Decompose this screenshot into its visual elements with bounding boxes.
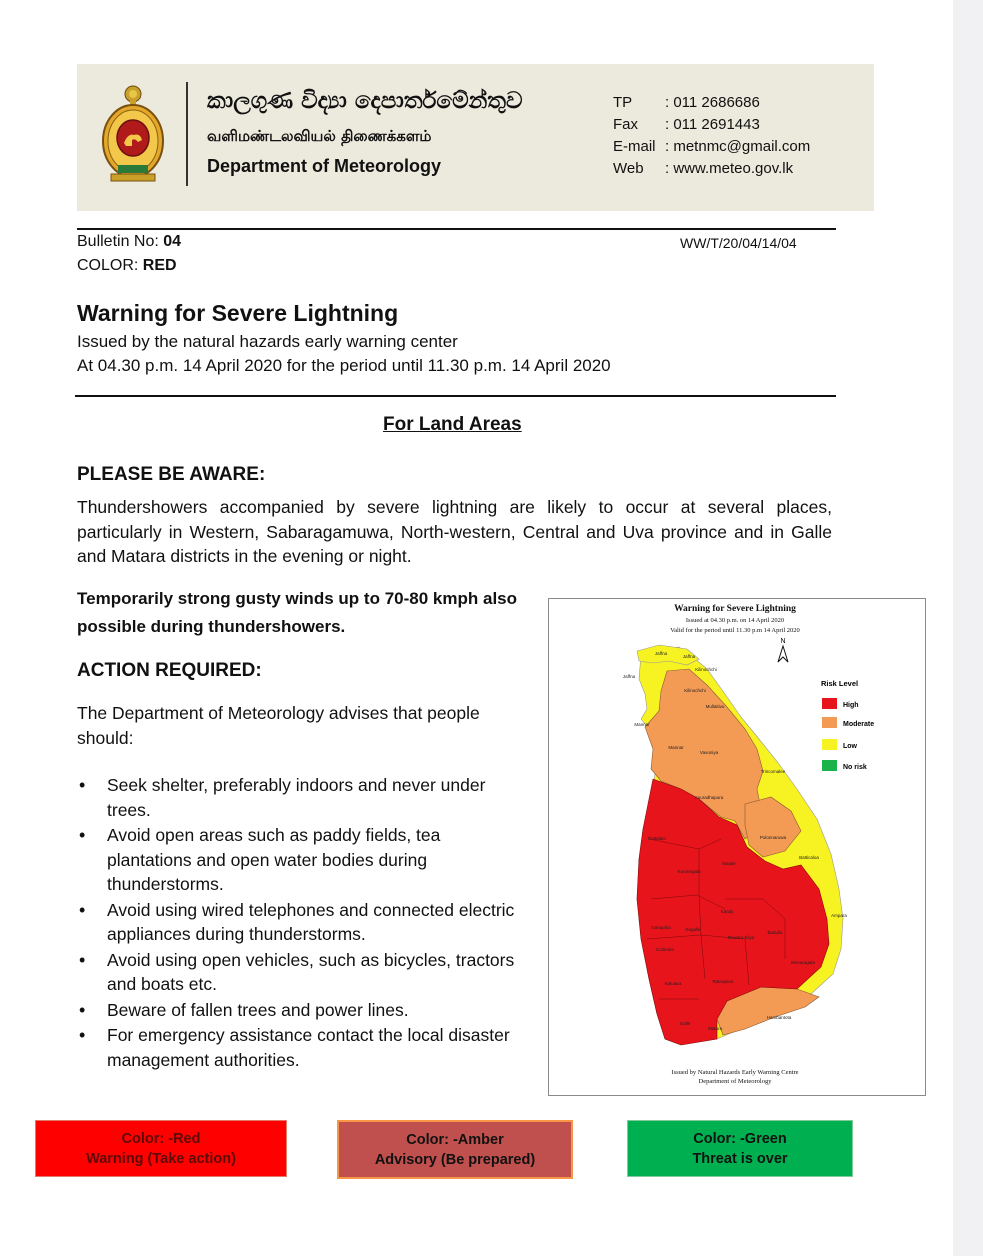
legend-label: No risk (843, 764, 867, 771)
legend-swatch-moderate (822, 717, 837, 728)
list-item: • Seek shelter, preferably indoors and never under trees. (77, 773, 517, 822)
legend-color-line: Color: -Amber (406, 1131, 504, 1148)
district-label: Jaffna (654, 651, 668, 656)
district-label: Mannar (634, 722, 650, 727)
bulletin-color (77, 257, 177, 275)
district-label: Mullaitivu (705, 704, 725, 709)
contact-label: Web (613, 160, 644, 177)
district-label: Polonnaruwa (759, 835, 787, 840)
north-arrow-icon (778, 646, 788, 662)
bulletin-number-label: Bulletin No: (77, 233, 164, 250)
district-label: Kurunegala (677, 869, 701, 874)
contact-block (613, 92, 810, 180)
contact-value[interactable]: : metnmc@gmail.com (665, 136, 810, 158)
legend-label: Low (843, 743, 857, 750)
legend-meaning-line: Threat is over (692, 1150, 788, 1167)
list-item: • Avoid using open vehicles, such as bicycles, tractors and boats etc. (77, 948, 517, 997)
district-label: Anuradhapura (694, 795, 724, 800)
sri-lanka-map (549, 599, 925, 1095)
legend-amber-advisory (337, 1120, 573, 1179)
district-label: Kalutara (664, 981, 682, 986)
legend-swatch-high (822, 698, 837, 709)
map-legend (821, 679, 874, 771)
contact-value: : 011 2691443 (665, 114, 760, 136)
header-divider (186, 82, 188, 186)
aware-text: Thundershowers accompanied by severe lightning are likely to occur at several places, particularly in Western, Sabaragamuwa, North-western, Central and Uva province and in Galle and Matara districts in the evening or night. (77, 497, 832, 566)
district-label: Gampaha (651, 925, 671, 930)
legend-label: High (843, 702, 859, 709)
divider (75, 395, 836, 397)
warning-title: Warning for Severe Lightning (77, 300, 399, 326)
bulletin-color-value: RED (142, 257, 177, 274)
page-edge (953, 0, 983, 1256)
district-label: Ratnapura (712, 979, 734, 984)
list-item: • Avoid open areas such as paddy fields, tea plantations and open water bodies during thunderstorms. (77, 823, 517, 897)
district-label: Kilinochchi (684, 688, 706, 693)
action-intro: The Department of Meteorology advises that people should: (77, 703, 480, 748)
district-label: Kilinochchi (695, 667, 717, 672)
legend-swatch-low (822, 739, 837, 750)
legend-title: Risk Level (821, 679, 859, 688)
map-valid: Valid for the period until 11.30 p.m 14 April 2020 (670, 627, 800, 634)
district-label: Jaffna (622, 674, 636, 679)
issued-by: Issued by the natural hazards early warning center (77, 332, 458, 351)
action-heading: ACTION REQUIRED: (77, 660, 262, 681)
gusty-winds-note: Temporarily strong gusty winds up to 70-80 kmph also possible during thundershowers. (77, 589, 517, 636)
contact-label: TP (613, 94, 633, 111)
dept-name-english: Department of Meteorology (207, 156, 442, 176)
district-label: Colombo (655, 947, 675, 952)
north-label: N (780, 638, 786, 645)
district-label: Badulla (767, 930, 783, 935)
district-label: Matale (722, 861, 736, 866)
map-title: Warning for Severe Lightning (674, 604, 796, 614)
district-label: Trincomalee (760, 769, 786, 774)
district-label: Hambantota (766, 1015, 792, 1020)
bulletin-color-label: COLOR: (77, 257, 143, 274)
contact-email (613, 136, 810, 158)
legend-color-line: Color: -Red (121, 1130, 201, 1147)
district-label: Kandy (720, 909, 734, 914)
legend-swatch-no-risk (822, 760, 837, 771)
district-label: Ampara (831, 913, 847, 918)
contact-value[interactable]: : www.meteo.gov.lk (665, 158, 793, 180)
bulletin-number (77, 233, 181, 251)
contact-label: Fax (613, 116, 639, 133)
legend-meaning-line: Warning (Take action) (86, 1150, 236, 1167)
legend-meaning-line: Advisory (Be prepared) (374, 1151, 536, 1168)
contact-fax (613, 114, 810, 136)
district-label: Nuwara Eliya (727, 935, 755, 940)
legend-color-line: Color: -Green (693, 1130, 787, 1147)
letterhead (77, 64, 874, 211)
contact-web (613, 158, 810, 180)
district-label: Batticaloa (799, 855, 819, 860)
district-label: Matara (707, 1026, 723, 1031)
bulletin-number-value: 04 (163, 233, 182, 250)
contact-phone (613, 92, 810, 114)
legend-green-clear (627, 1120, 853, 1177)
map-footer-dept: Department of Meteorology (698, 1078, 772, 1085)
district-label: Puttalam (648, 836, 666, 841)
map-issued: Issued at 04.30 p.m. on 14 April 2020 (685, 617, 785, 624)
action-list (77, 773, 517, 1073)
dept-name-sinhala: කාලගුණ විද්‍යා දෙපාර්තමේන්තුව (207, 88, 523, 114)
risk-map (548, 598, 926, 1096)
district-label: Vavuniya (699, 750, 719, 755)
sri-lanka-emblem-icon (97, 81, 169, 187)
district-label: Kegalle (685, 927, 701, 932)
contact-value: : 011 2686686 (665, 92, 760, 114)
legend-red-warning (35, 1120, 287, 1177)
contact-label: E-mail (613, 138, 656, 155)
bulletin-code: WW/T/20/04/14/04 (680, 235, 797, 251)
land-areas-heading: For Land Areas (383, 414, 522, 435)
dept-name-tamil: வளிமண்டலவியல் திணைக்களம் (207, 127, 432, 145)
district-label: Monaragala (791, 960, 815, 965)
district-label: Mannar (668, 745, 684, 750)
divider (77, 228, 836, 230)
list-item: • For emergency assistance contact the local disaster management authorities. (77, 1023, 517, 1072)
district-label: Jaffna (682, 654, 696, 659)
list-item: • Beware of fallen trees and power lines. (77, 998, 517, 1023)
legend-label: Moderate (843, 721, 875, 728)
aware-heading: PLEASE BE AWARE: (77, 464, 266, 485)
list-item: • Avoid using wired telephones and connected electric appliances during thunderstorms. (77, 898, 517, 947)
district-label: Galle (679, 1021, 691, 1026)
validity-period: At 04.30 p.m. 14 April 2020 for the period until 11.30 p.m. 14 April 2020 (77, 356, 611, 375)
map-footer-issuer: Issued by Natural Hazards Early Warning Centre (671, 1069, 799, 1076)
